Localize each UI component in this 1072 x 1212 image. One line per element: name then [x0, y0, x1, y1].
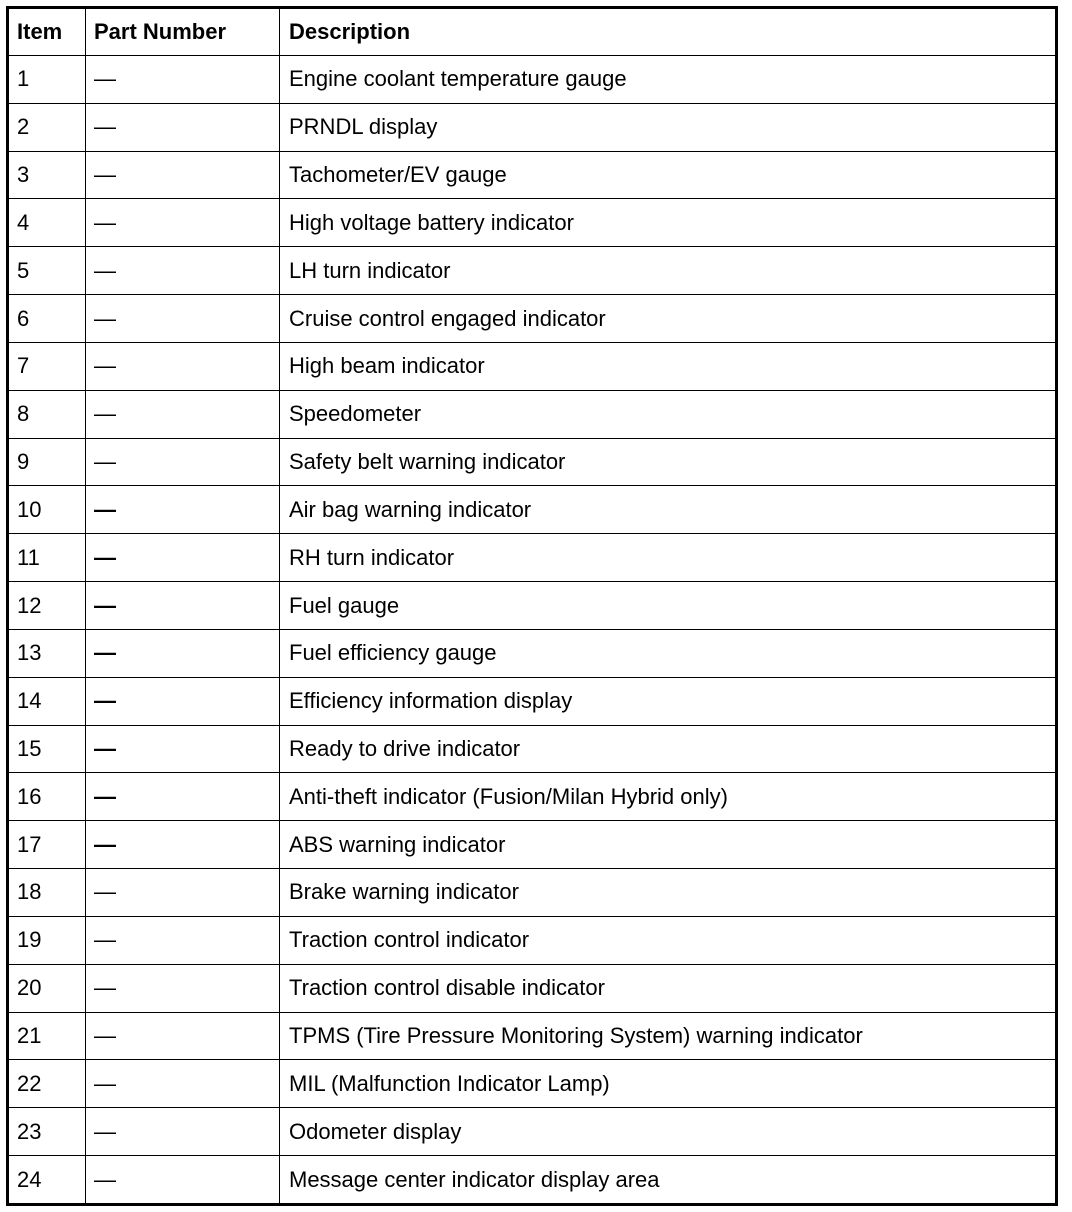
parts-table: [6, 6, 1058, 1206]
cell-description: RH turn indicator: [280, 534, 1057, 582]
cell-part-number: —: [86, 534, 280, 582]
cell-item: 17: [8, 821, 86, 869]
cell-part-number: —: [86, 725, 280, 773]
cell-part-number: —: [86, 1156, 280, 1205]
cell-item: 16: [8, 773, 86, 821]
cell-item: 9: [8, 438, 86, 486]
cell-description: Ready to drive indicator: [280, 725, 1057, 773]
cell-description: Engine coolant temperature gauge: [280, 56, 1057, 104]
cell-description: Fuel efficiency gauge: [280, 629, 1057, 677]
cell-description: PRNDL display: [280, 103, 1057, 151]
header-row: [8, 8, 1057, 56]
cell-item: 15: [8, 725, 86, 773]
cell-description: Safety belt warning indicator: [280, 438, 1057, 486]
cell-description: Speedometer: [280, 390, 1057, 438]
cell-item: 3: [8, 151, 86, 199]
table-row: [8, 438, 1057, 486]
cell-part-number: —: [86, 438, 280, 486]
table-row: [8, 1060, 1057, 1108]
cell-part-number: —: [86, 56, 280, 104]
cell-item: 6: [8, 295, 86, 343]
table-row: [8, 1156, 1057, 1205]
cell-item: 19: [8, 916, 86, 964]
cell-description: ABS warning indicator: [280, 821, 1057, 869]
table-row: [8, 821, 1057, 869]
cell-part-number: —: [86, 677, 280, 725]
cell-item: 24: [8, 1156, 86, 1205]
cell-description: Tachometer/EV gauge: [280, 151, 1057, 199]
cell-part-number: —: [86, 342, 280, 390]
cell-part-number: —: [86, 629, 280, 677]
cell-part-number: —: [86, 295, 280, 343]
cell-part-number: —: [86, 199, 280, 247]
table-row: [8, 916, 1057, 964]
table-row: [8, 677, 1057, 725]
table-row: [8, 869, 1057, 917]
cell-item: 20: [8, 964, 86, 1012]
cell-description: Brake warning indicator: [280, 869, 1057, 917]
cell-item: 1: [8, 56, 86, 104]
cell-part-number: —: [86, 103, 280, 151]
table-row: [8, 390, 1057, 438]
cell-item: 4: [8, 199, 86, 247]
cell-description: Traction control indicator: [280, 916, 1057, 964]
cell-item: 11: [8, 534, 86, 582]
cell-description: Cruise control engaged indicator: [280, 295, 1057, 343]
table-row: [8, 725, 1057, 773]
table-row: [8, 629, 1057, 677]
cell-description: Traction control disable indicator: [280, 964, 1057, 1012]
cell-item: 21: [8, 1012, 86, 1060]
cell-item: 2: [8, 103, 86, 151]
table-row: [8, 199, 1057, 247]
cell-item: 22: [8, 1060, 86, 1108]
cell-description: High voltage battery indicator: [280, 199, 1057, 247]
table-row: [8, 582, 1057, 630]
table-row: [8, 103, 1057, 151]
cell-part-number: —: [86, 773, 280, 821]
table-row: [8, 1108, 1057, 1156]
cell-description: Air bag warning indicator: [280, 486, 1057, 534]
cell-part-number: —: [86, 390, 280, 438]
cell-description: LH turn indicator: [280, 247, 1057, 295]
cell-part-number: —: [86, 486, 280, 534]
cell-item: 14: [8, 677, 86, 725]
table-row: [8, 964, 1057, 1012]
cell-part-number: —: [86, 247, 280, 295]
table-header: [8, 8, 1057, 56]
cell-item: 5: [8, 247, 86, 295]
header-item: Item: [8, 8, 86, 56]
table-row: [8, 1012, 1057, 1060]
cell-part-number: —: [86, 151, 280, 199]
table-row: [8, 151, 1057, 199]
cell-description: Odometer display: [280, 1108, 1057, 1156]
cell-description: TPMS (Tire Pressure Monitoring System) warning indicator: [280, 1012, 1057, 1060]
table-row: [8, 247, 1057, 295]
cell-part-number: —: [86, 916, 280, 964]
cell-item: 23: [8, 1108, 86, 1156]
table-row: [8, 773, 1057, 821]
cell-item: 18: [8, 869, 86, 917]
cell-item: 13: [8, 629, 86, 677]
table-row: [8, 486, 1057, 534]
cell-description: High beam indicator: [280, 342, 1057, 390]
cell-item: 7: [8, 342, 86, 390]
cell-part-number: —: [86, 869, 280, 917]
cell-description: Anti-theft indicator (Fusion/Milan Hybrid only): [280, 773, 1057, 821]
header-description: Description: [280, 8, 1057, 56]
cell-part-number: —: [86, 582, 280, 630]
cell-part-number: —: [86, 964, 280, 1012]
table-row: [8, 534, 1057, 582]
table-row: [8, 295, 1057, 343]
cell-part-number: —: [86, 1012, 280, 1060]
cell-item: 10: [8, 486, 86, 534]
cell-part-number: —: [86, 821, 280, 869]
cell-description: Efficiency information display: [280, 677, 1057, 725]
table-body: [8, 56, 1057, 1205]
cell-description: Fuel gauge: [280, 582, 1057, 630]
cell-description: Message center indicator display area: [280, 1156, 1057, 1205]
cell-item: 12: [8, 582, 86, 630]
table-row: [8, 342, 1057, 390]
cell-part-number: —: [86, 1108, 280, 1156]
table-row: [8, 56, 1057, 104]
header-part-number: Part Number: [86, 8, 280, 56]
cell-part-number: —: [86, 1060, 280, 1108]
cell-item: 8: [8, 390, 86, 438]
cell-description: MIL (Malfunction Indicator Lamp): [280, 1060, 1057, 1108]
